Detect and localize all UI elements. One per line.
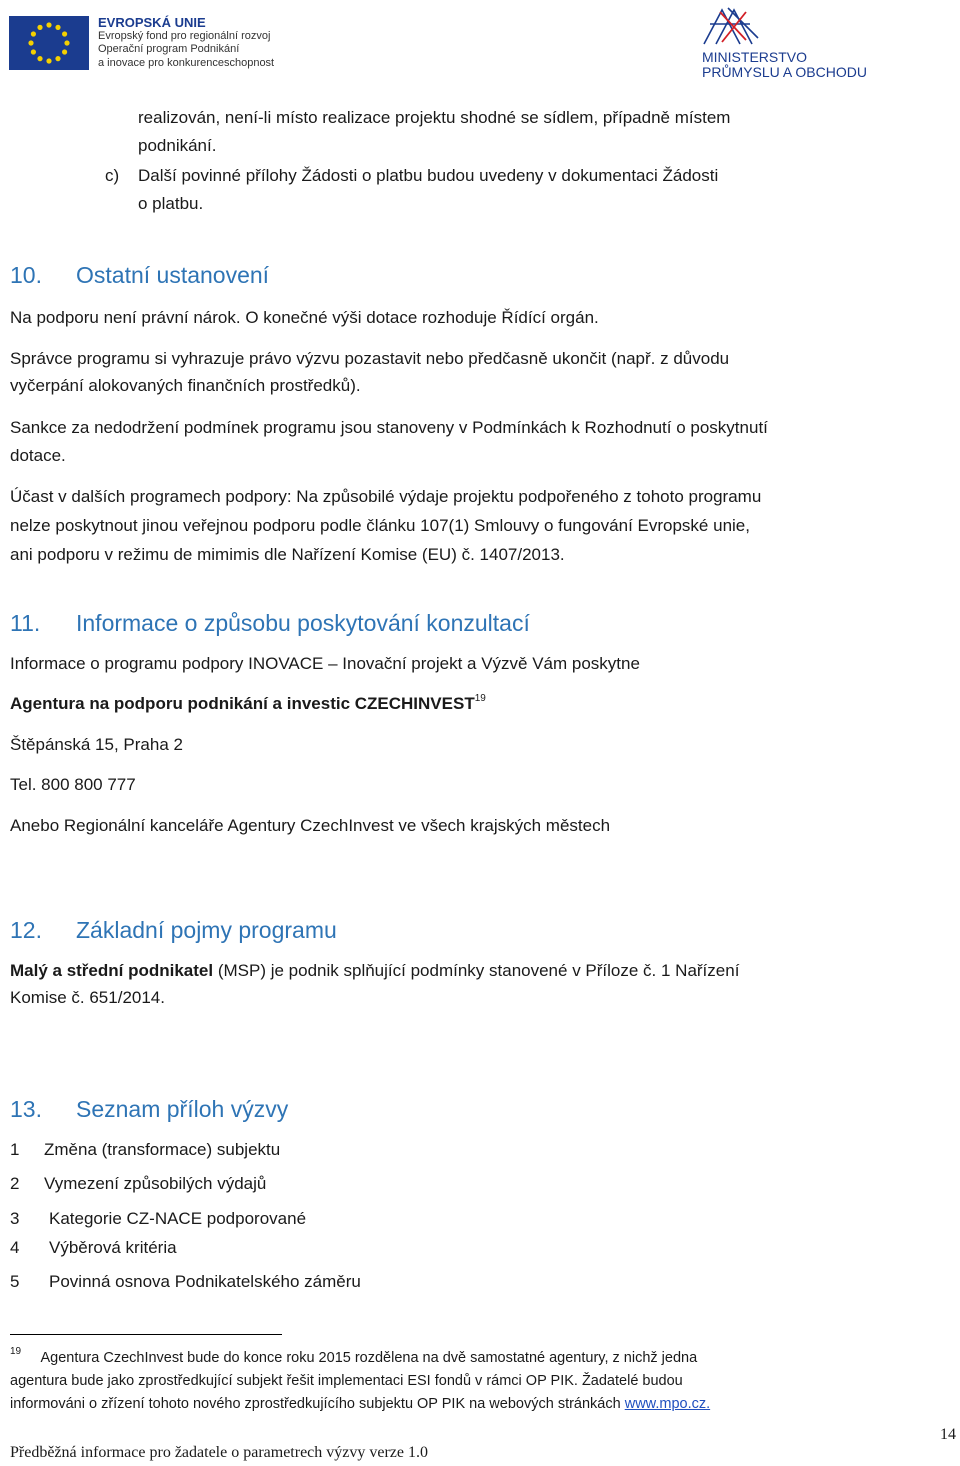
eu-logo-line3: Operační program Podnikání	[98, 43, 240, 55]
section-10-p2-line2: vyčerpání alokovaných finančních prostředků).	[10, 376, 361, 395]
list-item	[10, 1269, 361, 1295]
list-item-number: 4	[10, 1238, 20, 1257]
eu-logo	[9, 15, 275, 74]
section-13-heading	[10, 1096, 288, 1123]
page-footer-text: Předběžná informace pro žadatele o parametrech výzvy verze 1.0	[10, 1444, 428, 1461]
section-11-address: Štěpánská 15, Praha 2	[10, 735, 183, 754]
list-item-label: Vymezení způsobilých výdajů	[44, 1174, 267, 1193]
list-item-number: 2	[10, 1174, 20, 1193]
section-10-p4-line1: Účast v dalších programech podpory: Na způsobilé výdaje projektu podpořeného z tohoto programu	[10, 487, 762, 506]
section-10-p1: Na podporu není právní nárok. O konečné výši dotace rozhoduje Řídící orgán.	[10, 308, 599, 327]
footnote-marker: 19	[10, 1346, 22, 1357]
list-item-label: Výběrová kritéria	[49, 1238, 177, 1257]
item-c-marker: c)	[105, 166, 120, 185]
section-11-title: Informace o způsobu poskytování konzultací	[76, 610, 530, 636]
eu-logo-line2: Evropský fond pro regionální rozvoj	[98, 29, 271, 42]
section-10-p4-line2: nelze poskytnout jinou veřejnou podporu podle článku 107(1) Smlouvy o fungování Evropské unie,	[10, 516, 750, 535]
section-11-phone: Tel. 800 800 777	[10, 775, 136, 794]
mpo-website-link[interactable]: www.mpo.cz.	[624, 1396, 711, 1412]
item-c-line1: Další povinné přílohy Žádosti o platbu budou uvedeny v dokumentaci Žádosti	[138, 166, 719, 185]
page-number: 14	[940, 1426, 956, 1443]
footnote-text-1: Agentura CzechInvest bude do konce roku 2015 rozdělena na dvě samostatné agentury, z nichž jedna	[40, 1350, 698, 1366]
list-item	[10, 1171, 266, 1197]
section-12-heading	[10, 917, 337, 944]
msp-definition: (MSP) je podnik splňující podmínky stanovené v Příloze č. 1 Nařízení	[217, 961, 740, 980]
eu-flag-icon	[9, 16, 89, 70]
intro-line2: podnikání.	[138, 136, 217, 155]
intro-line1: realizován, není-li místo realizace projektu shodné se sídlem, případně místem	[138, 108, 731, 127]
section-11-agency	[10, 691, 486, 717]
list-item-number: 3	[10, 1209, 20, 1228]
section-10-number: 10.	[10, 262, 42, 288]
section-11-regional: Anebo Regionální kanceláře Agentury CzechInvest ve všech krajských městech	[10, 816, 611, 835]
list-item-label: Změna (transformace) subjektu	[44, 1140, 281, 1159]
mpo-logo	[700, 4, 870, 80]
eu-logo-line4: a inovace pro konkurenceschopnost	[98, 56, 275, 69]
footnote-line2: agentura bude jako zprostředkující subjekt řešit implementaci ESI fondů v rámci OP PIK. Žadatelé budou	[10, 1373, 683, 1389]
list-item-label: Kategorie CZ-NACE podporované	[49, 1209, 307, 1228]
section-12-def-line1	[10, 958, 862, 984]
list-item-number: 1	[10, 1140, 20, 1159]
section-10-p3-line1: Sankce za nedodržení podmínek programu jsou stanoveny v Podmínkách k Rozhodnutí o poskytnutí	[10, 418, 768, 437]
item-c-line2: o platbu.	[138, 194, 204, 213]
mpo-logo-line2: PRŮMYSLU A OBCHODU	[702, 64, 867, 80]
section-11-p1: Informace o programu podpory INOVACE – Inovační projekt a Výzvě Vám poskytne	[10, 654, 640, 673]
footnote-text-3: informováni o zřízení tohoto nového zprostředkujícího subjektu OP PIK na webových stránkách	[10, 1396, 621, 1412]
section-10-p2-line1: Správce programu si vyhrazuje právo výzvu pozastavit nebo předčasně ukončit (např. z důvodu	[10, 349, 730, 368]
footnote-line1	[10, 1347, 862, 1370]
msp-term: Malý a střední podnikatel	[10, 961, 214, 980]
section-10-p3-line2: dotace.	[10, 446, 66, 465]
section-10-p4-line3: ani podporu v režimu de mimimis dle Nařízení Komise (EU) č. 1407/2013.	[10, 545, 565, 564]
section-12-def-line2: Komise č. 651/2014.	[10, 988, 165, 1007]
section-12-number: 12.	[10, 917, 42, 943]
section-10-heading	[10, 262, 269, 289]
agency-footnote-ref[interactable]: 19	[474, 693, 486, 704]
footnote-separator	[10, 1334, 282, 1335]
list-item	[10, 1235, 177, 1261]
list-item-label: Povinná osnova Podnikatelského záměru	[49, 1272, 361, 1291]
mpo-logo-line1: MINISTERSTVO	[702, 49, 808, 65]
agency-name: Agentura na podporu podnikání a investic CZECHINVEST	[10, 694, 475, 713]
section-12-title: Základní pojmy programu	[76, 917, 337, 943]
list-item-number: 5	[10, 1272, 20, 1291]
section-11-number: 11.	[10, 610, 41, 636]
section-13-title: Seznam příloh výzvy	[76, 1096, 289, 1122]
list-item	[10, 1137, 280, 1163]
section-11-heading	[10, 610, 530, 637]
section-13-number: 13.	[10, 1096, 42, 1122]
list-item	[10, 1206, 306, 1232]
mpo-emblem-icon	[700, 4, 760, 48]
footnote-line3	[10, 1393, 710, 1416]
section-10-title: Ostatní ustanovení	[76, 262, 270, 288]
eu-logo-line1: EVROPSKÁ UNIE	[98, 15, 206, 30]
